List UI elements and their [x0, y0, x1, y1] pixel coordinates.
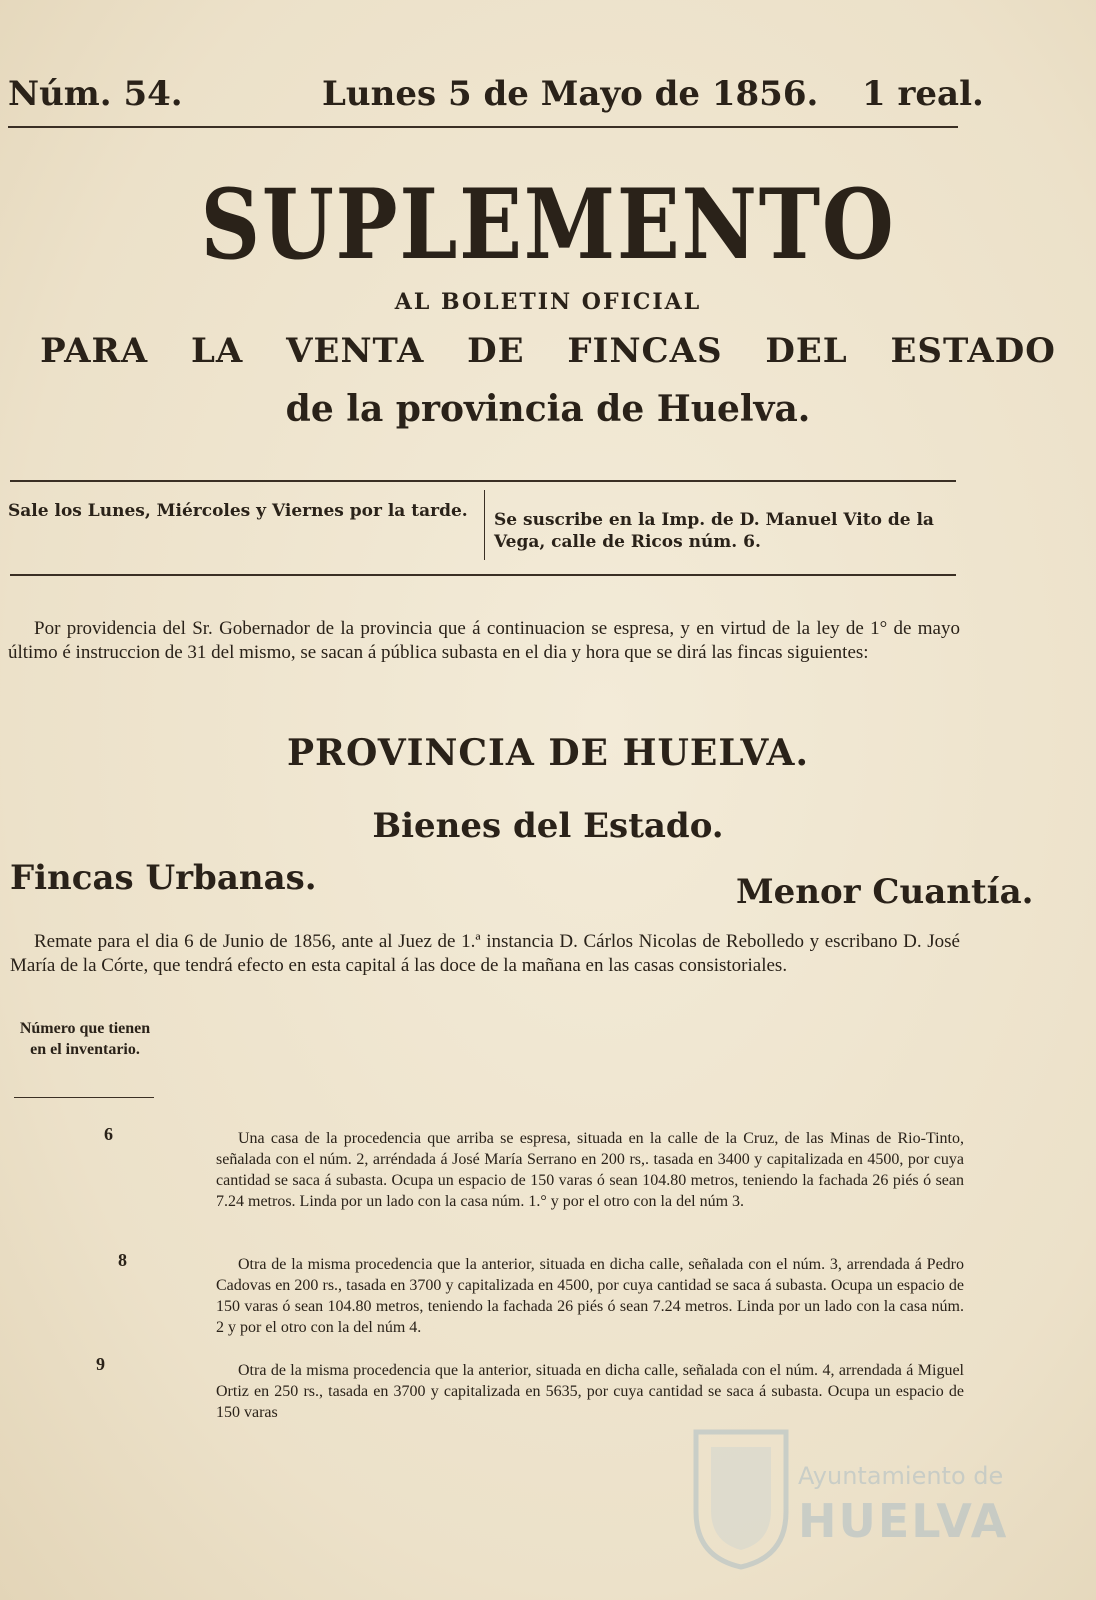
heading-menor-cuantia: Menor Cuantía.: [736, 872, 1034, 912]
publication-days: Sale los Lunes, Miércoles y Viernes por la tarde.: [8, 501, 468, 521]
title-rule: [10, 480, 956, 482]
info-divider: [484, 490, 485, 560]
entry-number: 8: [118, 1250, 127, 1270]
subtitle-provincia: de la provincia de Huelva.: [285, 388, 811, 430]
intro-paragraph: Por providencia del Sr. Gobernador de la provincia que á continuacion se espresa, y en virtud de la ley de 1° de mayo último é instruccion de 31 del mismo, se sacan á pública subasta en el dia y hora que se dirá las fincas siguientes:: [8, 618, 960, 663]
subtitle-venta: PARA LA VENTA DE FINCAS DEL ESTADO: [40, 331, 1056, 371]
heading-fincas-urbanas: Fincas Urbanas.: [10, 858, 317, 898]
page-title: SUPLEMENTO: [200, 168, 896, 281]
entry-text: Una casa de la procedencia que arriba se espresa, situada en la calle de la Cruz, de las Minas de Rio-Tinto, señalada con el núm. 2, arréndada á José María Serrano en 200 rs,. tasada en 3400 y capitalizada en 4500, por cuya cantidad se saca á subasta. Ocupa un espacio de 150 varas ó sean 104.80 metros, teniendo la fachada 26 piés ó sean 7.24 metros. Linda por un lado con la casa núm. 1.° y por el otro con la del núm 3.: [216, 1130, 964, 1210]
inventory-rule: [14, 1097, 154, 1098]
entry-number: 6: [104, 1124, 113, 1144]
masthead-rule: [8, 126, 958, 128]
inventory-label: Número que tienen en el inventario.: [19, 1020, 151, 1058]
subscription-info: Se suscribe en la Imp. de D. Manuel Vito de la Vega, calle de Ricos núm. 6.: [494, 510, 934, 552]
info-rule: [10, 574, 956, 576]
watermark-line1: Ayuntamiento de: [798, 1462, 1004, 1490]
issue-date: Lunes 5 de Mayo de 1856.: [322, 74, 819, 114]
ayuntamiento-watermark: [686, 1422, 1086, 1572]
entry-text: Otra de la misma procedencia que la anterior, situada en dicha calle, señalada con el núm. 3, arrendada á Pedro Cadovas en 200 rs., tasada en 3700 y capitalizada en 4500, por cuya cantidad se saca á subasta. Ocupa un espacio de 150 varas ó sean 104.80 metros, teniendo la fachada 26 piés ó sean 7.24 metros. Linda por un lado con la casa núm. 2 y por el otro con la del núm 4.: [216, 1256, 964, 1336]
entry-text: Otra de la misma procedencia que la anterior, situada en dicha calle, señalada con el núm. 4, arrendada á Miguel Ortiz en 250 rs., tasada en 3700 y capitalizada en 5635, por cuya cantidad se saca á subasta. Ocupa un espacio de 150 varas: [216, 1362, 964, 1421]
subtitle-boletin: AL BOLETIN OFICIAL: [394, 289, 702, 315]
watermark-line2: HUELVA: [798, 1494, 1009, 1548]
heading-bienes: Bienes del Estado.: [372, 806, 724, 846]
coat-of-arms-icon: [686, 1422, 796, 1572]
remate-paragraph: Remate para el dia 6 de Junio de 1856, ante al Juez de 1.ª instancia D. Cárlos Nicolas de Rebolledo y escribano D. José María de la Córte, que tendrá efecto en esta capital á las doce de la mañana en las casas consistoriales.: [10, 931, 960, 976]
entry-number: 9: [96, 1354, 105, 1374]
heading-province: PROVINCIA DE HUELVA.: [286, 732, 810, 774]
issue-price: 1 real.: [862, 74, 984, 114]
issue-number: Núm. 54.: [8, 74, 183, 114]
